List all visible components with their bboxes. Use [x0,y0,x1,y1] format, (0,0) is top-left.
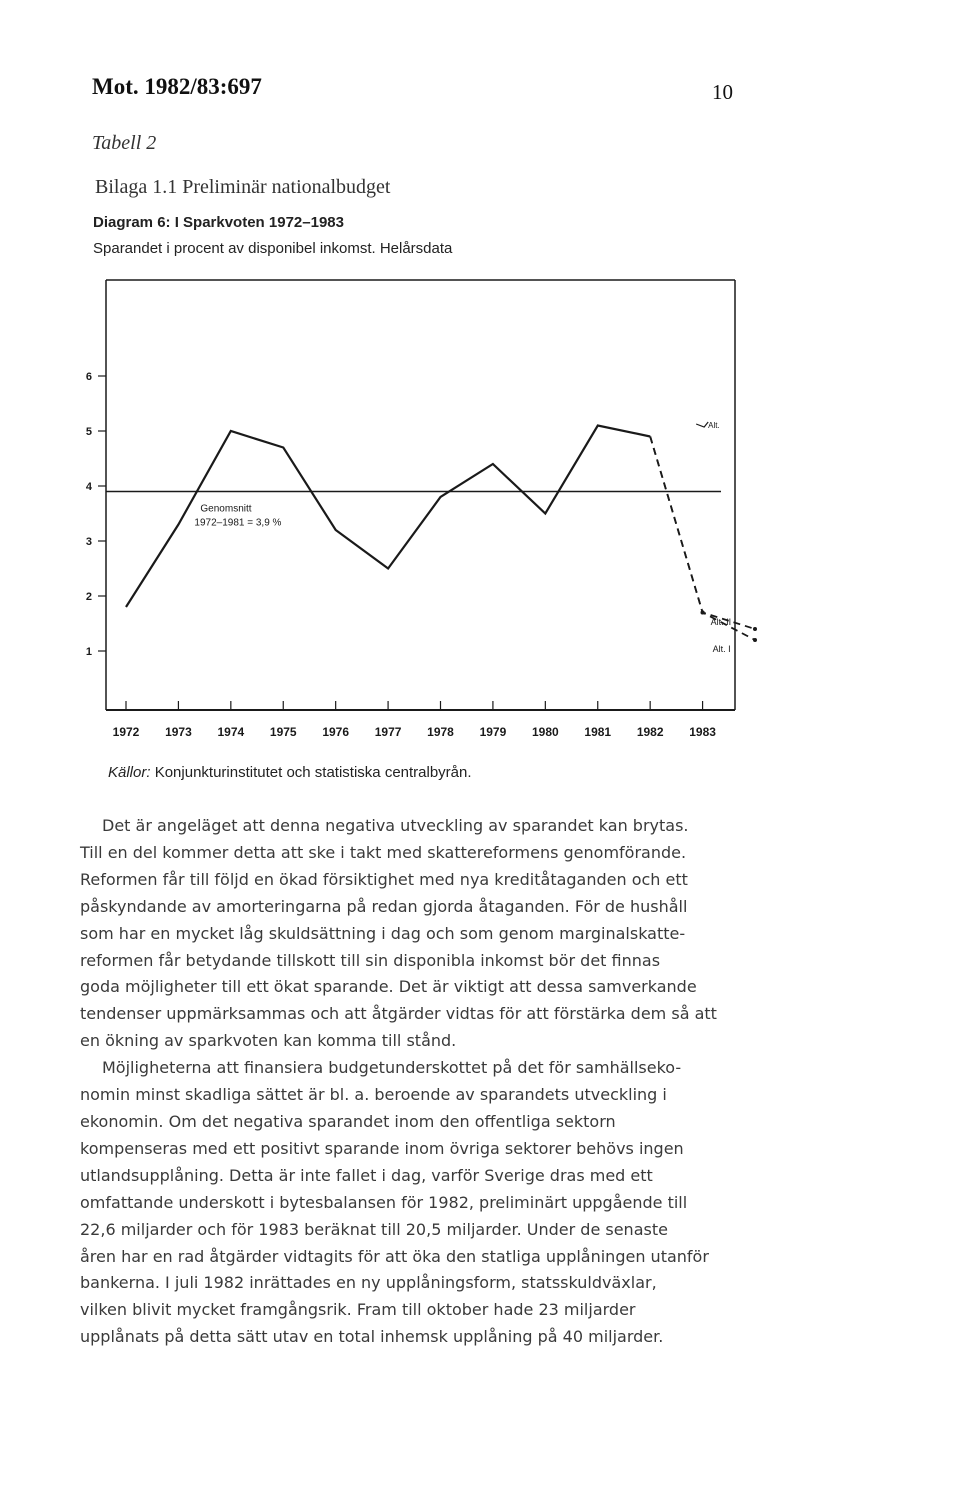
y-tick-label: 3 [85,536,92,548]
text-line: ekonomin. Om det negativa sparandet inom den offentliga sektorn [80,1111,616,1131]
text-line: tendenser uppmärksammas och att åtgärder vidtas för att förstärka dem så att [80,1004,717,1024]
x-tick-label: 1980 [531,725,559,739]
text-line: påskyndande av amorteringarna på redan gjorda åtaganden. För de hushåll [80,896,688,916]
source-text: Konjunkturinstitutet och statistiska centralbyrån. [154,764,472,781]
x-tick-label: 1982 [636,725,664,739]
marker-tick [696,422,708,427]
x-tick-label: 1974 [217,725,245,739]
x-tick-label: 1977 [374,725,402,739]
average-label: Genomsnitt [200,503,252,515]
series-line-projection [650,437,755,630]
top-right-marker: Alt. [708,421,720,430]
x-tick-label: 1972 [112,725,140,739]
text-line: nomin minst skadliga sättet är bl. a. beroende av sparandets utveckling i [80,1085,667,1105]
y-tick-label: 1 [85,646,92,658]
text-line: Möjligheterna att finansiera budgetunderskottet på det för samhällseko- [102,1058,682,1078]
text-line: upplånats på detta sätt utav en total inhemsk upplåning på 40 miljarder. [80,1327,664,1347]
text-line: goda möjligheter till ett ökat sparande. Det är viktigt att dessa samverkande [80,977,697,997]
chart-source [108,764,472,781]
text-line: 22,6 miljarder och för 1983 beräknat till 20,5 miljarder. Under de senaste [80,1219,668,1239]
page-number: 10 [712,80,733,104]
text-line: en ökning av sparkvoten kan komma till stånd. [80,1031,457,1051]
chart-title: Diagram 6: I Sparkvoten 1972–1983 [93,214,344,231]
data-point [753,638,757,642]
x-tick-label: 1981 [584,725,612,739]
x-tick-label: 1976 [322,725,350,739]
y-tick-label: 4 [85,481,92,493]
chart-subtitle: Sparandet i procent av disponibel inkomst. Helårsdata [93,240,453,257]
table-label: Tabell 2 [92,132,157,154]
x-tick-label: 1975 [269,725,297,739]
series-label-alt-2: Alt. II [710,617,732,627]
text-line: Till en del kommer detta att ske i takt med skattereformens genomförande. [80,842,687,862]
text-line: vilken blivit mycket framgångsrik. Fram till oktober hade 23 miljarder [80,1300,636,1320]
body-text [80,813,728,1351]
paragraph [80,1055,728,1351]
text-line: bankerna. I juli 1982 inrättades en ny upplåningsform, statsskuldväxlar, [80,1273,657,1293]
appendix-label: Bilaga 1.1 Preliminär nationalbudget [95,176,391,198]
data-point [701,611,705,615]
y-tick-label: 5 [85,426,92,438]
text-line: reformen får betydande tillskott till sin disponibla inkomst bör det finnas [80,950,661,970]
text-line: utlandsupplåning. Detta är inte fallet i dag, varför Sverige dras med ett [80,1165,653,1185]
x-tick-label: 1983 [689,725,716,739]
text-line: Reformen får till följd en ökad försiktighet med nya kreditåtaganden och ett [80,869,688,889]
document-reference: Mot. 1982/83:697 [92,74,262,99]
paragraph [80,813,728,1055]
text-line: kompenseras med ett positivt sparande inom övriga sektorer behövs ingen [80,1138,684,1158]
x-tick-label: 1978 [427,725,454,739]
series-label-alt-1: Alt. I [712,644,731,654]
y-tick-label: 2 [85,591,92,603]
text-line: åren har en rad åtgärder vidtagits för att öka den statliga upplåningen utanför [80,1246,709,1266]
x-tick-label: 1979 [479,725,507,739]
average-label: 1972–1981 = 3,9 % [194,517,282,529]
text-line: Det är angeläget att denna negativa utveckling av sparandet kan brytas. [102,816,689,835]
y-tick-label: 6 [85,371,92,383]
data-point [753,627,757,631]
x-tick-label: 1973 [165,725,192,739]
series-line-savings [126,426,650,608]
text-line: omfattande underskott i bytesbalansen för 1982, preliminärt uppgående till [80,1192,688,1212]
text-line: som har en mycket låg skuldsättning i dag och som genom marginalskatte- [80,923,686,943]
source-label: Källor: [108,764,151,781]
